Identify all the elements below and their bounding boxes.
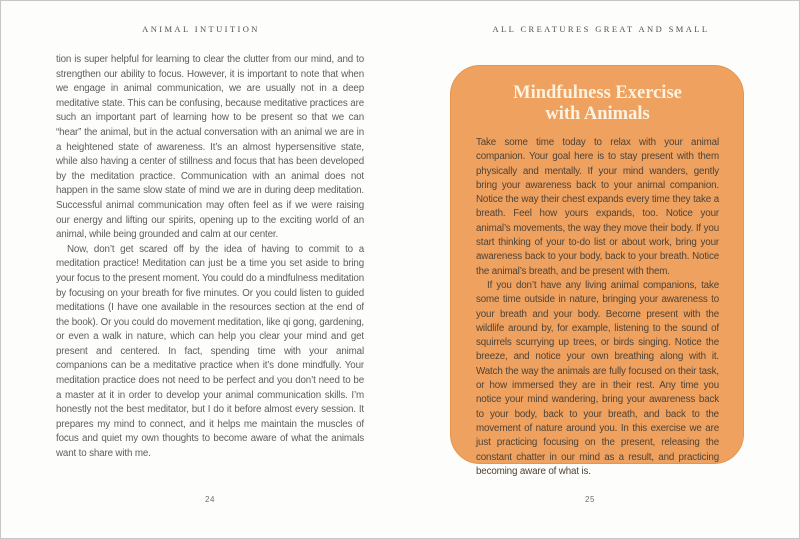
paragraph: Take some time today to relax with your animal companion. Your goal here is to stay present with them physically and mentally. If your mind wanders, gently bring your awareness back to your animal companion. Notice the way their chest expands every time they take a breath. Feel how yours expands, too. Notice your animal’s movements, the way they move their body. If you start thinking of your to-do list or about work, bring your awareness back to your body, back to your breath. Notice the animal’s breath, and be present with them. (476, 137, 719, 277)
mindfulness-exercise-callout (450, 65, 744, 477)
callout-title-line2: with Animals (545, 103, 650, 124)
right-page-number: 25 (585, 495, 595, 504)
callout-title-line1: Mindfulness Exercise (513, 83, 682, 103)
paragraph: tion is super helpful for learning to clear the clutter from our mind, and to strengthen our ability to focus. However, it is important to note that when we engage in animal communication, we are usually not in a deep meditative state. This can be confusing, because meditative practices are such an important part of learning how to be present so that we can “hear” the animal, but in the actual conversation with an animal we are in a heightened state of awareness. It’s an almost hypersensitive state, while also having a center of stillness and focus that has been developed by the meditation practice. Communication with an animal does not happen in the same slow state of mind we are in during deep meditation. Successful animal communication may often feel as if we were raising our energy and lifting our spirits, opening up to the exciting world of an animal, while being grounded and calm at our center. (56, 54, 364, 241)
left-page-number: 24 (205, 495, 215, 504)
callout-body (476, 136, 719, 479)
left-page-body (56, 53, 364, 462)
paragraph: If you don’t have any living animal companions, take some time outside in nature, bringing your awareness to your breath and your body. Become present with the wildlife around by, for example, listening to the sound of squirrels scurrying up trees, or birds singing. Notice the breeze, and notice your own breathing along with it. Watch the way the animals are fully focused on their task, or how immersed they are in their rest. Any time you notice your mind wandering, bring your awareness back to your body, back to your breath, and back to the movement of nature around you. In this exercise we are just practicing focusing on the present, releasing the constant chatter in our mind as a result, and practicing becoming aware of what is. (476, 279, 719, 477)
callout-title (476, 83, 719, 124)
left-running-head: ANIMAL INTUITION (142, 24, 260, 34)
paragraph: Now, don’t get scared off by the idea of having to commit to a meditation practice! Meditation can just be a time you set aside to bring your focus to the present moment. You could do a mindfulness meditation by focusing on your breath for five minutes. Or you could listen to guided meditations (I have one available in the resources section at the end of the book). Or you could do movement meditation, like qi gong, gardening, or even a walk in nature, which can help you clear your mind and get present and centered. In fact, spending time with your animal companions can be a meditative practice when it’s done mindfully. Your meditation practice does not need to be perfect and you don’t need to be a master at it in order to develop your animal communication skills. I’m honestly not the best meditator, but I do it before almost every session. It prepares my mind to connect, and it helps me maintain the muscles of focus and quiet my own thoughts to become aware of what the animals want to share with me. (56, 243, 364, 460)
right-running-head: ALL CREATURES GREAT AND SMALL (492, 24, 710, 34)
